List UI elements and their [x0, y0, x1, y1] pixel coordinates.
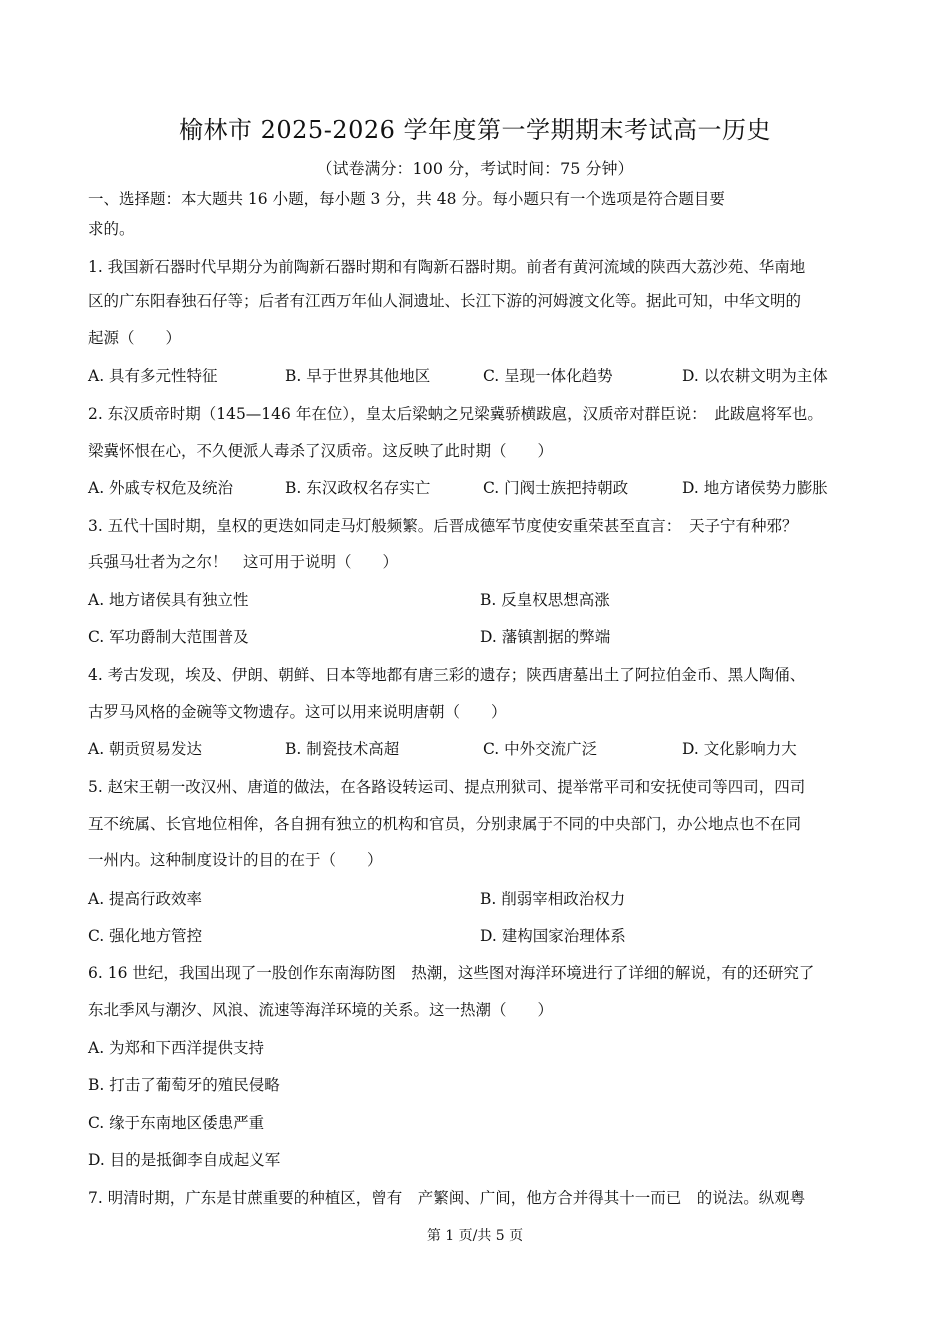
question-5-line-1: 5. 赵宋王朝一改汉州、唐道的做法，在各路设转运司、提点刑狱司、提举常平司和安抚使司等四司，四司 — [88, 778, 806, 796]
question-2-option-b: B. 东汉政权名存实亡 — [285, 479, 431, 497]
question-5-line-2: 互不统属、长官地位相侔，各自拥有独立的机构和官员，分别隶属于不同的中央部门，办公地点也不在同 — [88, 815, 802, 833]
question-3-line-2: 兵强马壮者为之尔！ 这可用于说明（ ） — [88, 553, 399, 571]
question-1-option-d: D. 以农耕文明为主体 — [682, 367, 828, 385]
question-5-option-c: C. 强化地方管控 — [88, 927, 203, 945]
question-4-option-c: C. 中外交流广泛 — [483, 740, 598, 758]
question-4-line-2: 古罗马风格的金碗等文物遗存。这可以用来说明唐朝（ ） — [88, 703, 507, 721]
page-number: 第 1 页/共 5 页 — [426, 1228, 524, 1244]
question-7-line-1: 7. 明清时期，广东是甘蔗重要的种植区，曾有 产繁闽、广间，他方合并得其十一而已 的说法。纵观粤 — [88, 1189, 806, 1207]
question-5-option-d: D. 建构国家治理体系 — [480, 927, 626, 945]
question-4-option-d: D. 文化影响力大 — [682, 740, 797, 758]
question-3-line-1: 3. 五代十国时期，皇权的更迭如同走马灯般频繁。后晋成德军节度使安重荣甚至直言： 天子宁有种邪？ — [88, 517, 798, 535]
question-1-line-1: 1. 我国新石器时代早期分为前陶新石器时期和有陶新石器时期。前者有黄河流域的陕西大荔沙苑、华南地 — [88, 258, 806, 276]
question-1-line-2: 区的广东阳春独石仔等；后者有江西万年仙人洞遗址、长江下游的河姆渡文化等。据此可知，中华文明的 — [88, 292, 802, 310]
question-5-option-a: A. 提高行政效率 — [88, 890, 203, 908]
question-2-line-2: 梁冀怀恨在心，不久便派人毒杀了汉质帝。这反映了此时期（ ） — [88, 442, 554, 460]
question-1-option-c: C. 呈现一体化趋势 — [483, 367, 613, 385]
question-3-option-a: A. 地方诸侯具有独立性 — [88, 591, 249, 609]
exam-info: （试卷满分：100 分，考试时间：75 分钟） — [316, 159, 634, 178]
question-2-option-d: D. 地方诸侯势力膨胀 — [682, 479, 828, 497]
question-1-option-a: A. 具有多元性特征 — [88, 367, 218, 385]
question-6-option-d: D. 目的是抵御李自成起义军 — [88, 1151, 281, 1169]
question-5-line-3: 一州内。这种制度设计的目的在于（ ） — [88, 851, 383, 869]
page-title: 榆林市 2025-2026 学年度第一学期期末考试高一历史 — [178, 116, 772, 144]
question-4-option-b: B. 制瓷技术高超 — [285, 740, 400, 758]
question-6-option-a: A. 为郑和下西洋提供支持 — [88, 1039, 265, 1057]
question-2-option-a: A. 外戚专权危及统治 — [88, 479, 234, 497]
question-4-option-a: A. 朝贡贸易发达 — [88, 740, 203, 758]
section-instruction-cont: 求的。 — [88, 220, 135, 238]
section-instruction: 一、选择题：本大题共 16 小题，每小题 3 分，共 48 分。每小题只有一个选项是符合题目要 — [88, 190, 725, 208]
question-3-option-b: B. 反皇权思想高涨 — [480, 591, 610, 609]
question-3-option-d: D. 藩镇割据的弊端 — [480, 628, 611, 646]
question-2-option-c: C. 门阀士族把持朝政 — [483, 479, 629, 497]
question-6-option-b: B. 打击了葡萄牙的殖民侵略 — [88, 1076, 280, 1094]
question-1-line-3: 起源（ ） — [88, 329, 182, 347]
question-4-line-1: 4. 考古发现，埃及、伊朗、朝鲜、日本等地都有唐三彩的遗存；陕西唐墓出土了阿拉伯金币、黑人陶俑、 — [88, 666, 806, 684]
question-6-line-1: 6. 16 世纪，我国出现了一股创作东南海防图 热潮，这些图对海洋环境进行了详细的解说，有的还研究了 — [88, 964, 815, 982]
question-6-option-c: C. 缘于东南地区倭患严重 — [88, 1114, 265, 1132]
question-1-option-b: B. 早于世界其他地区 — [285, 367, 431, 385]
question-3-option-c: C. 军功爵制大范围普及 — [88, 628, 249, 646]
question-6-line-2: 东北季风与潮汐、风浪、流速等海洋环境的关系。这一热潮（ ） — [88, 1001, 554, 1019]
question-2-line-1: 2. 东汉质帝时期（145—146 年在位），皇太后梁蚋之兄梁冀骄横跋扈，汉质帝对群臣说： 此跋扈将军也。 — [88, 405, 823, 423]
question-5-option-b: B. 削弱宰相政治权力 — [480, 890, 626, 908]
